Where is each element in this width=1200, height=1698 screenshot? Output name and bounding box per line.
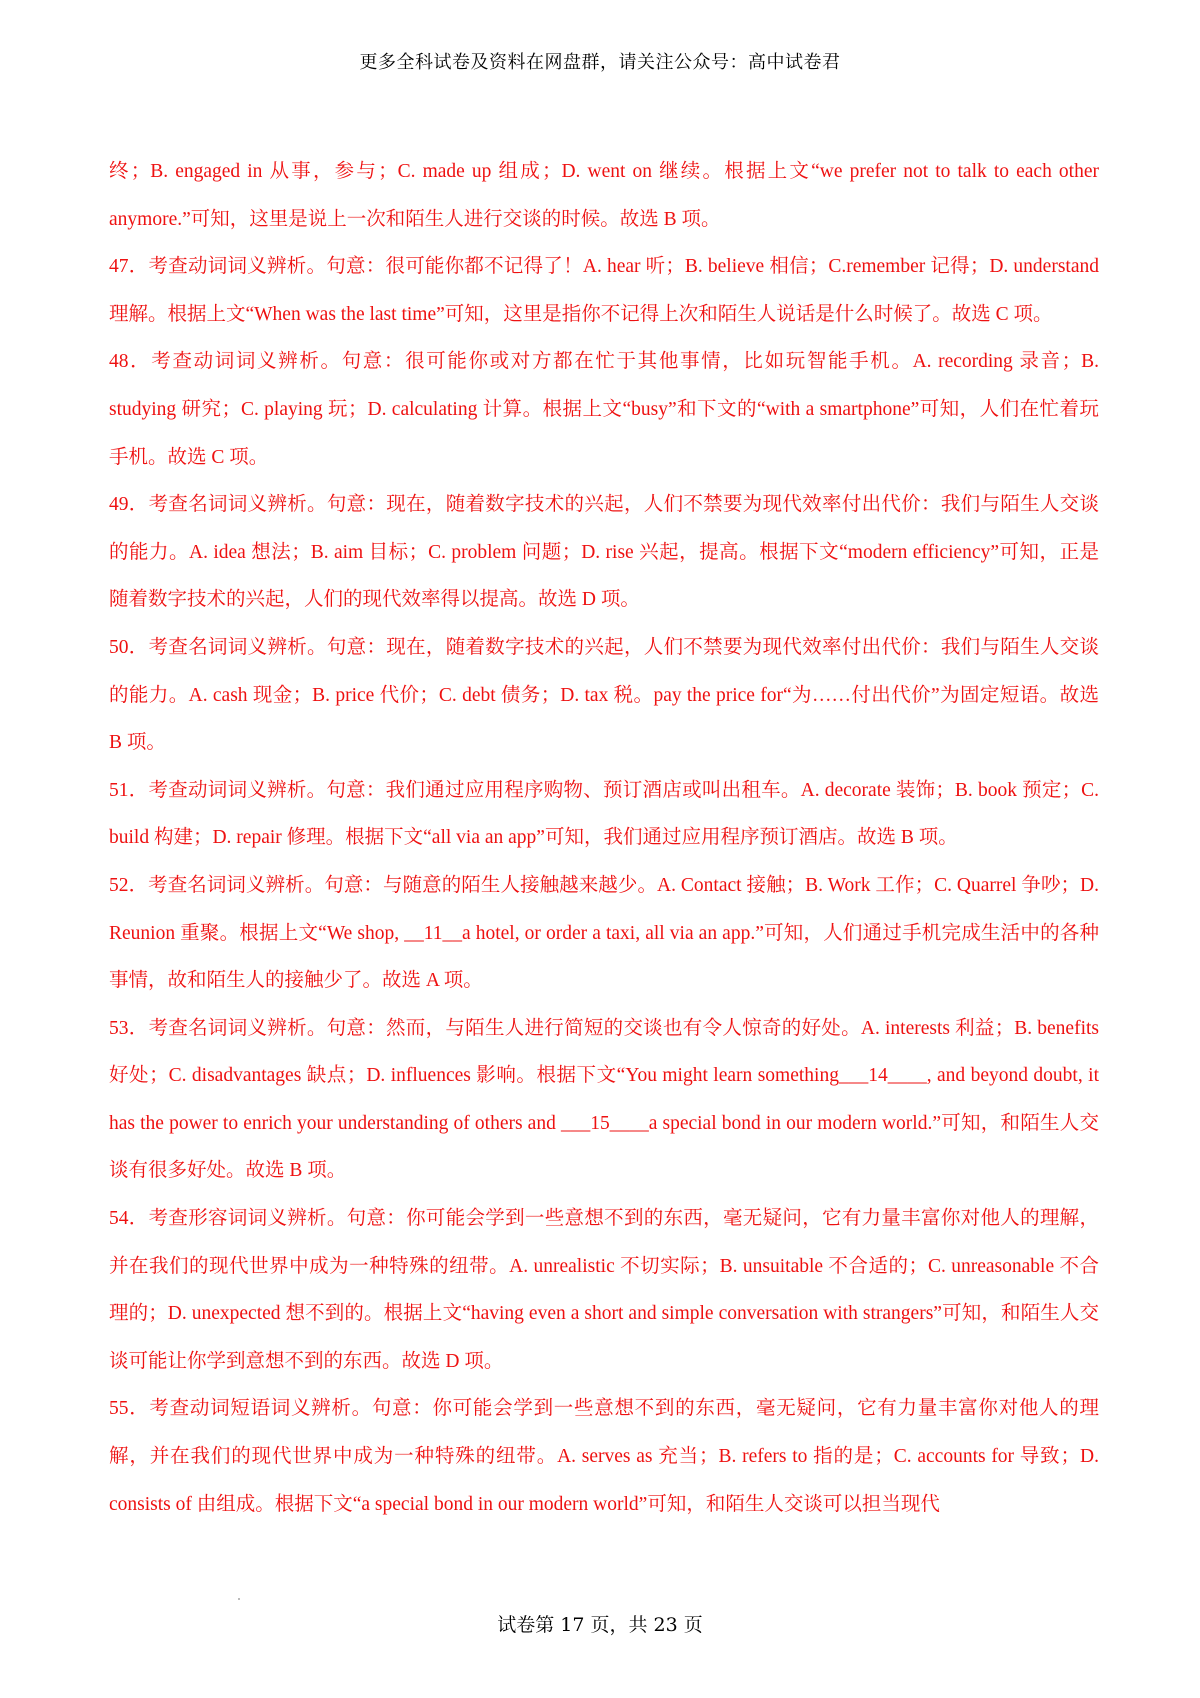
scan-dot: [238, 1598, 240, 1600]
explanation-paragraph-47: 47．考查动词词义辨析。句意：很可能你都不记得了！A. hear 听；B. believe 相信；C.remember 记得；D. understand 理解。根据上文“When was the last time”可知，这里是指你不记得上次和陌生人说话是什么时候了。故选 C 项。: [109, 256, 1099, 325]
explanation-paragraph-48: 48．考查动词词义辨析。句意：很可能你或对方都在忙于其他事情，比如玩智能手机。A. recording 录音；B. studying 研究；C. playing 玩；D. calculating 计算。根据上文“busy”和下文的“with a smartphone”可知，人们在忙着玩手机。故选 C 项。: [109, 351, 1099, 468]
explanation-paragraph-52: 52．考查名词词义辨析。句意：与随意的陌生人接触越来越少。A. Contact 接触；B. Work 工作；C. Quarrel 争吵；D. Reunion 重聚。根据上文“We shop, __11__a hotel, or order a taxi, all via an app.”可知，人们通过手机完成生活中的各种事情，故和陌生人的接触少了。故选 A 项。: [109, 874, 1099, 992]
explanation-paragraph-50: 50．考查名词词义辨析。句意：现在，随着数字技术的兴起，人们不禁要为现代效率付出代价：我们与陌生人交谈的能力。A. cash 现金；B. price 代价；C. debt 债务；D. tax 税。pay the price for“为……付出代价”为固定短语。故选 B 项。: [109, 636, 1099, 754]
explanation-paragraph-46-cont: 终；B. engaged in 从事，参与；C. made up 组成；D. went on 继续。根据上文“we prefer not to talk to each other anymore.”可知，这里是说上一次和陌生人进行交谈的时候。故选 B 项。: [109, 161, 1099, 230]
explanation-paragraph-53: 53．考查名词词义辨析。句意：然而，与陌生人进行简短的交谈也有令人惊奇的好处。A. interests 利益；B. benefits 好处；C. disadvantages 缺点；D. influences 影响。根据下文“You might learn something___14____, and beyond doubt, it has the power to enrich your understanding of others and ___15____a special bond in our modern world.”可知，和陌生人交谈有很多好处。故选 B 项。: [109, 1017, 1099, 1182]
explanation-paragraph-55: 55．考查动词短语词义辨析。句意：你可能会学到一些意想不到的东西，毫无疑问，它有力量丰富你对他人的理解，并在我们的现代世界中成为一种特殊的纽带。A. serves as 充当；B. refers to 指的是；C. accounts for 导致；D. consists of 由组成。根据下文“a special bond in our modern world”可知，和陌生人交谈可以担当现代: [109, 1398, 1099, 1515]
explanation-paragraph-54: 54．考查形容词词义辨析。句意：你可能会学到一些意想不到的东西，毫无疑问，它有力量丰富你对他人的理解，并在我们的现代世界中成为一种特殊的纽带。A. unrealistic 不切实际；B. unsuitable 不合适的；C. unreasonable 不合理的；D. unexpected 想不到的。根据上文“having even a short and simple conversation with strangers”可知，和陌生人交谈可能让你学到意想不到的东西。故选 D 项。: [109, 1208, 1099, 1372]
page-footer: 试卷第 17 页，共 23 页: [497, 1614, 703, 1636]
answer-explanations: [109, 148, 1099, 1528]
explanation-paragraph-51: 51．考查动词词义辨析。句意：我们通过应用程序购物、预订酒店或叫出租车。A. decorate 装饰；B. book 预定；C. build 构建；D. repair 修理。根据下文“all via an app”可知，我们通过应用程序预订酒店。故选 B 项。: [109, 779, 1099, 849]
page-header: 更多全科试卷及资料在网盘群，请关注公众号：高中试卷君: [359, 52, 841, 73]
explanation-paragraph-49: 49．考查名词词义辨析。句意：现在，随着数字技术的兴起，人们不禁要为现代效率付出代价：我们与陌生人交谈的能力。A. idea 想法；B. aim 目标；C. problem 问题；D. rise 兴起，提高。根据下文“modern efficiency”可知，正是随着数字技术的兴起，人们的现代效率得以提高。故选 D 项。: [109, 494, 1099, 611]
